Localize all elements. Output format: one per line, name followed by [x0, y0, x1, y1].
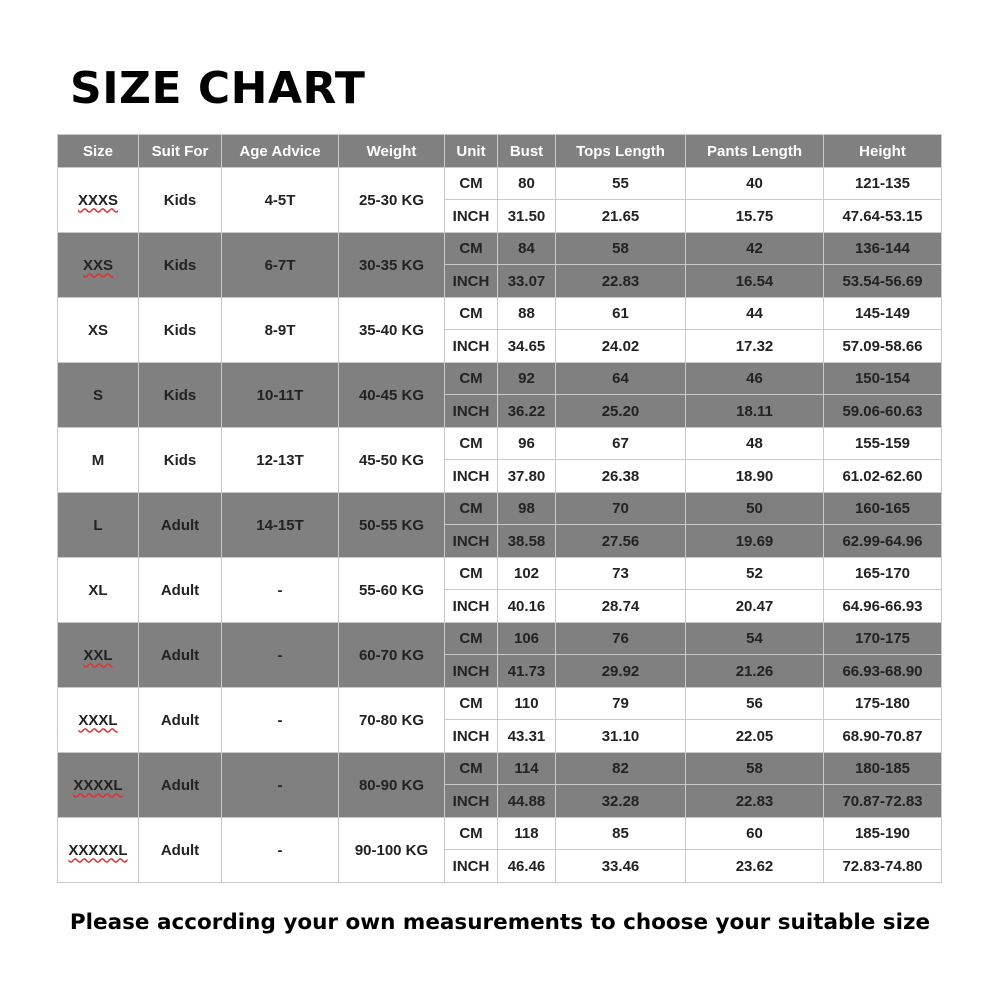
cm-tops-cell: 82	[556, 753, 686, 785]
inch-pants-cell: 17.32	[686, 330, 824, 363]
inch-unit-cell: INCH	[445, 850, 498, 883]
inch-height-cell: 59.06-60.63	[824, 395, 942, 428]
inch-tops-cell: 26.38	[556, 460, 686, 493]
cm-height-cell: 180-185	[824, 753, 942, 785]
inch-bust-cell: 36.22	[498, 395, 556, 428]
cm-bust-cell: 102	[498, 558, 556, 590]
inch-unit-cell: INCH	[445, 525, 498, 558]
size-label: XXXXL	[73, 776, 123, 794]
inch-bust-cell: 40.16	[498, 590, 556, 623]
weight-cell: 55-60 KG	[339, 558, 445, 623]
cm-pants-cell: 54	[686, 623, 824, 655]
size-cell	[58, 558, 139, 623]
size-table-body	[58, 168, 942, 883]
cm-pants-cell: 50	[686, 493, 824, 525]
table-row	[58, 363, 942, 395]
size-cell	[58, 298, 139, 363]
age-advice-cell: 6-7T	[222, 233, 339, 298]
cm-tops-cell: 61	[556, 298, 686, 330]
size-label: XXS	[82, 256, 113, 274]
weight-cell: 90-100 KG	[339, 818, 445, 883]
cm-tops-cell: 79	[556, 688, 686, 720]
size-cell	[58, 688, 139, 753]
age-advice-cell: -	[222, 558, 339, 623]
header-unit: Unit	[445, 135, 498, 168]
table-row	[58, 298, 942, 330]
cm-tops-cell: 55	[556, 168, 686, 200]
cm-height-cell: 145-149	[824, 298, 942, 330]
cm-unit-cell: CM	[445, 818, 498, 850]
cm-bust-cell: 96	[498, 428, 556, 460]
cm-unit-cell: CM	[445, 168, 498, 200]
weight-cell: 70-80 KG	[339, 688, 445, 753]
suit-for-cell: Kids	[139, 233, 222, 298]
inch-bust-cell: 38.58	[498, 525, 556, 558]
inch-pants-cell: 18.90	[686, 460, 824, 493]
header-size: Size	[58, 135, 139, 168]
cm-unit-cell: CM	[445, 753, 498, 785]
size-label: XXXXXL	[68, 841, 128, 859]
inch-height-cell: 72.83-74.80	[824, 850, 942, 883]
cm-pants-cell: 40	[686, 168, 824, 200]
inch-height-cell: 61.02-62.60	[824, 460, 942, 493]
inch-pants-cell: 20.47	[686, 590, 824, 623]
age-advice-cell: -	[222, 688, 339, 753]
inch-tops-cell: 21.65	[556, 200, 686, 233]
cm-bust-cell: 84	[498, 233, 556, 265]
header-tops-length: Tops Length	[556, 135, 686, 168]
inch-pants-cell: 18.11	[686, 395, 824, 428]
table-row	[58, 688, 942, 720]
size-cell	[58, 428, 139, 493]
weight-cell: 25-30 KG	[339, 168, 445, 233]
cm-bust-cell: 88	[498, 298, 556, 330]
size-label: XXL	[83, 646, 113, 664]
header-bust: Bust	[498, 135, 556, 168]
inch-unit-cell: INCH	[445, 330, 498, 363]
cm-tops-cell: 64	[556, 363, 686, 395]
inch-tops-cell: 27.56	[556, 525, 686, 558]
inch-tops-cell: 28.74	[556, 590, 686, 623]
suit-for-cell: Adult	[139, 623, 222, 688]
cm-pants-cell: 42	[686, 233, 824, 265]
inch-pants-cell: 22.83	[686, 785, 824, 818]
table-row	[58, 558, 942, 590]
inch-tops-cell: 33.46	[556, 850, 686, 883]
cm-height-cell: 175-180	[824, 688, 942, 720]
inch-bust-cell: 31.50	[498, 200, 556, 233]
size-cell	[58, 363, 139, 428]
header-height: Height	[824, 135, 942, 168]
weight-cell: 50-55 KG	[339, 493, 445, 558]
size-label: XS	[87, 321, 108, 339]
inch-pants-cell: 22.05	[686, 720, 824, 753]
age-advice-cell: 4-5T	[222, 168, 339, 233]
suit-for-cell: Kids	[139, 428, 222, 493]
cm-pants-cell: 60	[686, 818, 824, 850]
size-label: XL	[88, 581, 108, 599]
header-suit-for: Suit For	[139, 135, 222, 168]
size-cell	[58, 753, 139, 818]
cm-tops-cell: 70	[556, 493, 686, 525]
size-cell	[58, 168, 139, 233]
cm-bust-cell: 98	[498, 493, 556, 525]
cm-unit-cell: CM	[445, 493, 498, 525]
inch-height-cell: 47.64-53.15	[824, 200, 942, 233]
size-cell	[58, 818, 139, 883]
inch-tops-cell: 25.20	[556, 395, 686, 428]
inch-height-cell: 57.09-58.66	[824, 330, 942, 363]
cm-pants-cell: 56	[686, 688, 824, 720]
cm-pants-cell: 58	[686, 753, 824, 785]
age-advice-cell: -	[222, 623, 339, 688]
cm-pants-cell: 44	[686, 298, 824, 330]
cm-tops-cell: 85	[556, 818, 686, 850]
inch-tops-cell: 29.92	[556, 655, 686, 688]
inch-tops-cell: 22.83	[556, 265, 686, 298]
size-cell	[58, 493, 139, 558]
cm-height-cell: 121-135	[824, 168, 942, 200]
table-row	[58, 753, 942, 785]
inch-unit-cell: INCH	[445, 265, 498, 298]
weight-cell: 60-70 KG	[339, 623, 445, 688]
cm-pants-cell: 52	[686, 558, 824, 590]
cm-bust-cell: 110	[498, 688, 556, 720]
inch-height-cell: 53.54-56.69	[824, 265, 942, 298]
suit-for-cell: Kids	[139, 168, 222, 233]
header-weight: Weight	[339, 135, 445, 168]
cm-bust-cell: 106	[498, 623, 556, 655]
inch-tops-cell: 24.02	[556, 330, 686, 363]
size-cell	[58, 233, 139, 298]
inch-pants-cell: 23.62	[686, 850, 824, 883]
size-label: L	[93, 516, 103, 534]
header-pants-length: Pants Length	[686, 135, 824, 168]
cm-pants-cell: 48	[686, 428, 824, 460]
cm-tops-cell: 73	[556, 558, 686, 590]
table-row	[58, 493, 942, 525]
size-chart-table	[57, 134, 942, 883]
cm-height-cell: 185-190	[824, 818, 942, 850]
size-label: XXXL	[78, 711, 118, 729]
table-row	[58, 818, 942, 850]
suit-for-cell: Adult	[139, 493, 222, 558]
footer-note: Please according your own measurements to choose your suitable size	[69, 910, 931, 935]
weight-cell: 80-90 KG	[339, 753, 445, 818]
inch-pants-cell: 21.26	[686, 655, 824, 688]
cm-height-cell: 160-165	[824, 493, 942, 525]
inch-height-cell: 64.96-66.93	[824, 590, 942, 623]
cm-unit-cell: CM	[445, 558, 498, 590]
inch-tops-cell: 31.10	[556, 720, 686, 753]
table-row	[58, 428, 942, 460]
inch-height-cell: 68.90-70.87	[824, 720, 942, 753]
cm-height-cell: 136-144	[824, 233, 942, 265]
inch-unit-cell: INCH	[445, 395, 498, 428]
inch-bust-cell: 46.46	[498, 850, 556, 883]
suit-for-cell: Adult	[139, 753, 222, 818]
size-label: XXXS	[77, 191, 119, 209]
header-age-advice: Age Advice	[222, 135, 339, 168]
inch-bust-cell: 44.88	[498, 785, 556, 818]
inch-height-cell: 70.87-72.83	[824, 785, 942, 818]
inch-height-cell: 62.99-64.96	[824, 525, 942, 558]
weight-cell: 35-40 KG	[339, 298, 445, 363]
inch-pants-cell: 16.54	[686, 265, 824, 298]
age-advice-cell: 10-11T	[222, 363, 339, 428]
size-label: M	[91, 451, 105, 469]
inch-bust-cell: 41.73	[498, 655, 556, 688]
inch-bust-cell: 33.07	[498, 265, 556, 298]
cm-bust-cell: 92	[498, 363, 556, 395]
cm-unit-cell: CM	[445, 623, 498, 655]
suit-for-cell: Adult	[139, 558, 222, 623]
cm-height-cell: 165-170	[824, 558, 942, 590]
size-label: S	[92, 386, 103, 404]
cm-height-cell: 150-154	[824, 363, 942, 395]
page-title: SIZE CHART	[70, 63, 366, 114]
age-advice-cell: -	[222, 818, 339, 883]
weight-cell: 30-35 KG	[339, 233, 445, 298]
inch-unit-cell: INCH	[445, 655, 498, 688]
cm-height-cell: 170-175	[824, 623, 942, 655]
cm-tops-cell: 58	[556, 233, 686, 265]
cm-tops-cell: 67	[556, 428, 686, 460]
cm-bust-cell: 114	[498, 753, 556, 785]
cm-tops-cell: 76	[556, 623, 686, 655]
inch-tops-cell: 32.28	[556, 785, 686, 818]
inch-bust-cell: 34.65	[498, 330, 556, 363]
cm-unit-cell: CM	[445, 428, 498, 460]
inch-unit-cell: INCH	[445, 200, 498, 233]
cm-height-cell: 155-159	[824, 428, 942, 460]
table-row	[58, 623, 942, 655]
inch-pants-cell: 19.69	[686, 525, 824, 558]
suit-for-cell: Kids	[139, 298, 222, 363]
weight-cell: 40-45 KG	[339, 363, 445, 428]
table-row	[58, 233, 942, 265]
inch-unit-cell: INCH	[445, 785, 498, 818]
cm-unit-cell: CM	[445, 688, 498, 720]
cm-bust-cell: 118	[498, 818, 556, 850]
cm-unit-cell: CM	[445, 233, 498, 265]
inch-unit-cell: INCH	[445, 720, 498, 753]
age-advice-cell: -	[222, 753, 339, 818]
age-advice-cell: 14-15T	[222, 493, 339, 558]
cm-bust-cell: 80	[498, 168, 556, 200]
size-cell	[58, 623, 139, 688]
age-advice-cell: 8-9T	[222, 298, 339, 363]
age-advice-cell: 12-13T	[222, 428, 339, 493]
table-header-row	[58, 135, 942, 168]
table-row	[58, 168, 942, 200]
suit-for-cell: Adult	[139, 818, 222, 883]
inch-bust-cell: 37.80	[498, 460, 556, 493]
cm-unit-cell: CM	[445, 363, 498, 395]
inch-unit-cell: INCH	[445, 460, 498, 493]
suit-for-cell: Adult	[139, 688, 222, 753]
inch-unit-cell: INCH	[445, 590, 498, 623]
cm-unit-cell: CM	[445, 298, 498, 330]
inch-pants-cell: 15.75	[686, 200, 824, 233]
inch-height-cell: 66.93-68.90	[824, 655, 942, 688]
inch-bust-cell: 43.31	[498, 720, 556, 753]
suit-for-cell: Kids	[139, 363, 222, 428]
cm-pants-cell: 46	[686, 363, 824, 395]
weight-cell: 45-50 KG	[339, 428, 445, 493]
